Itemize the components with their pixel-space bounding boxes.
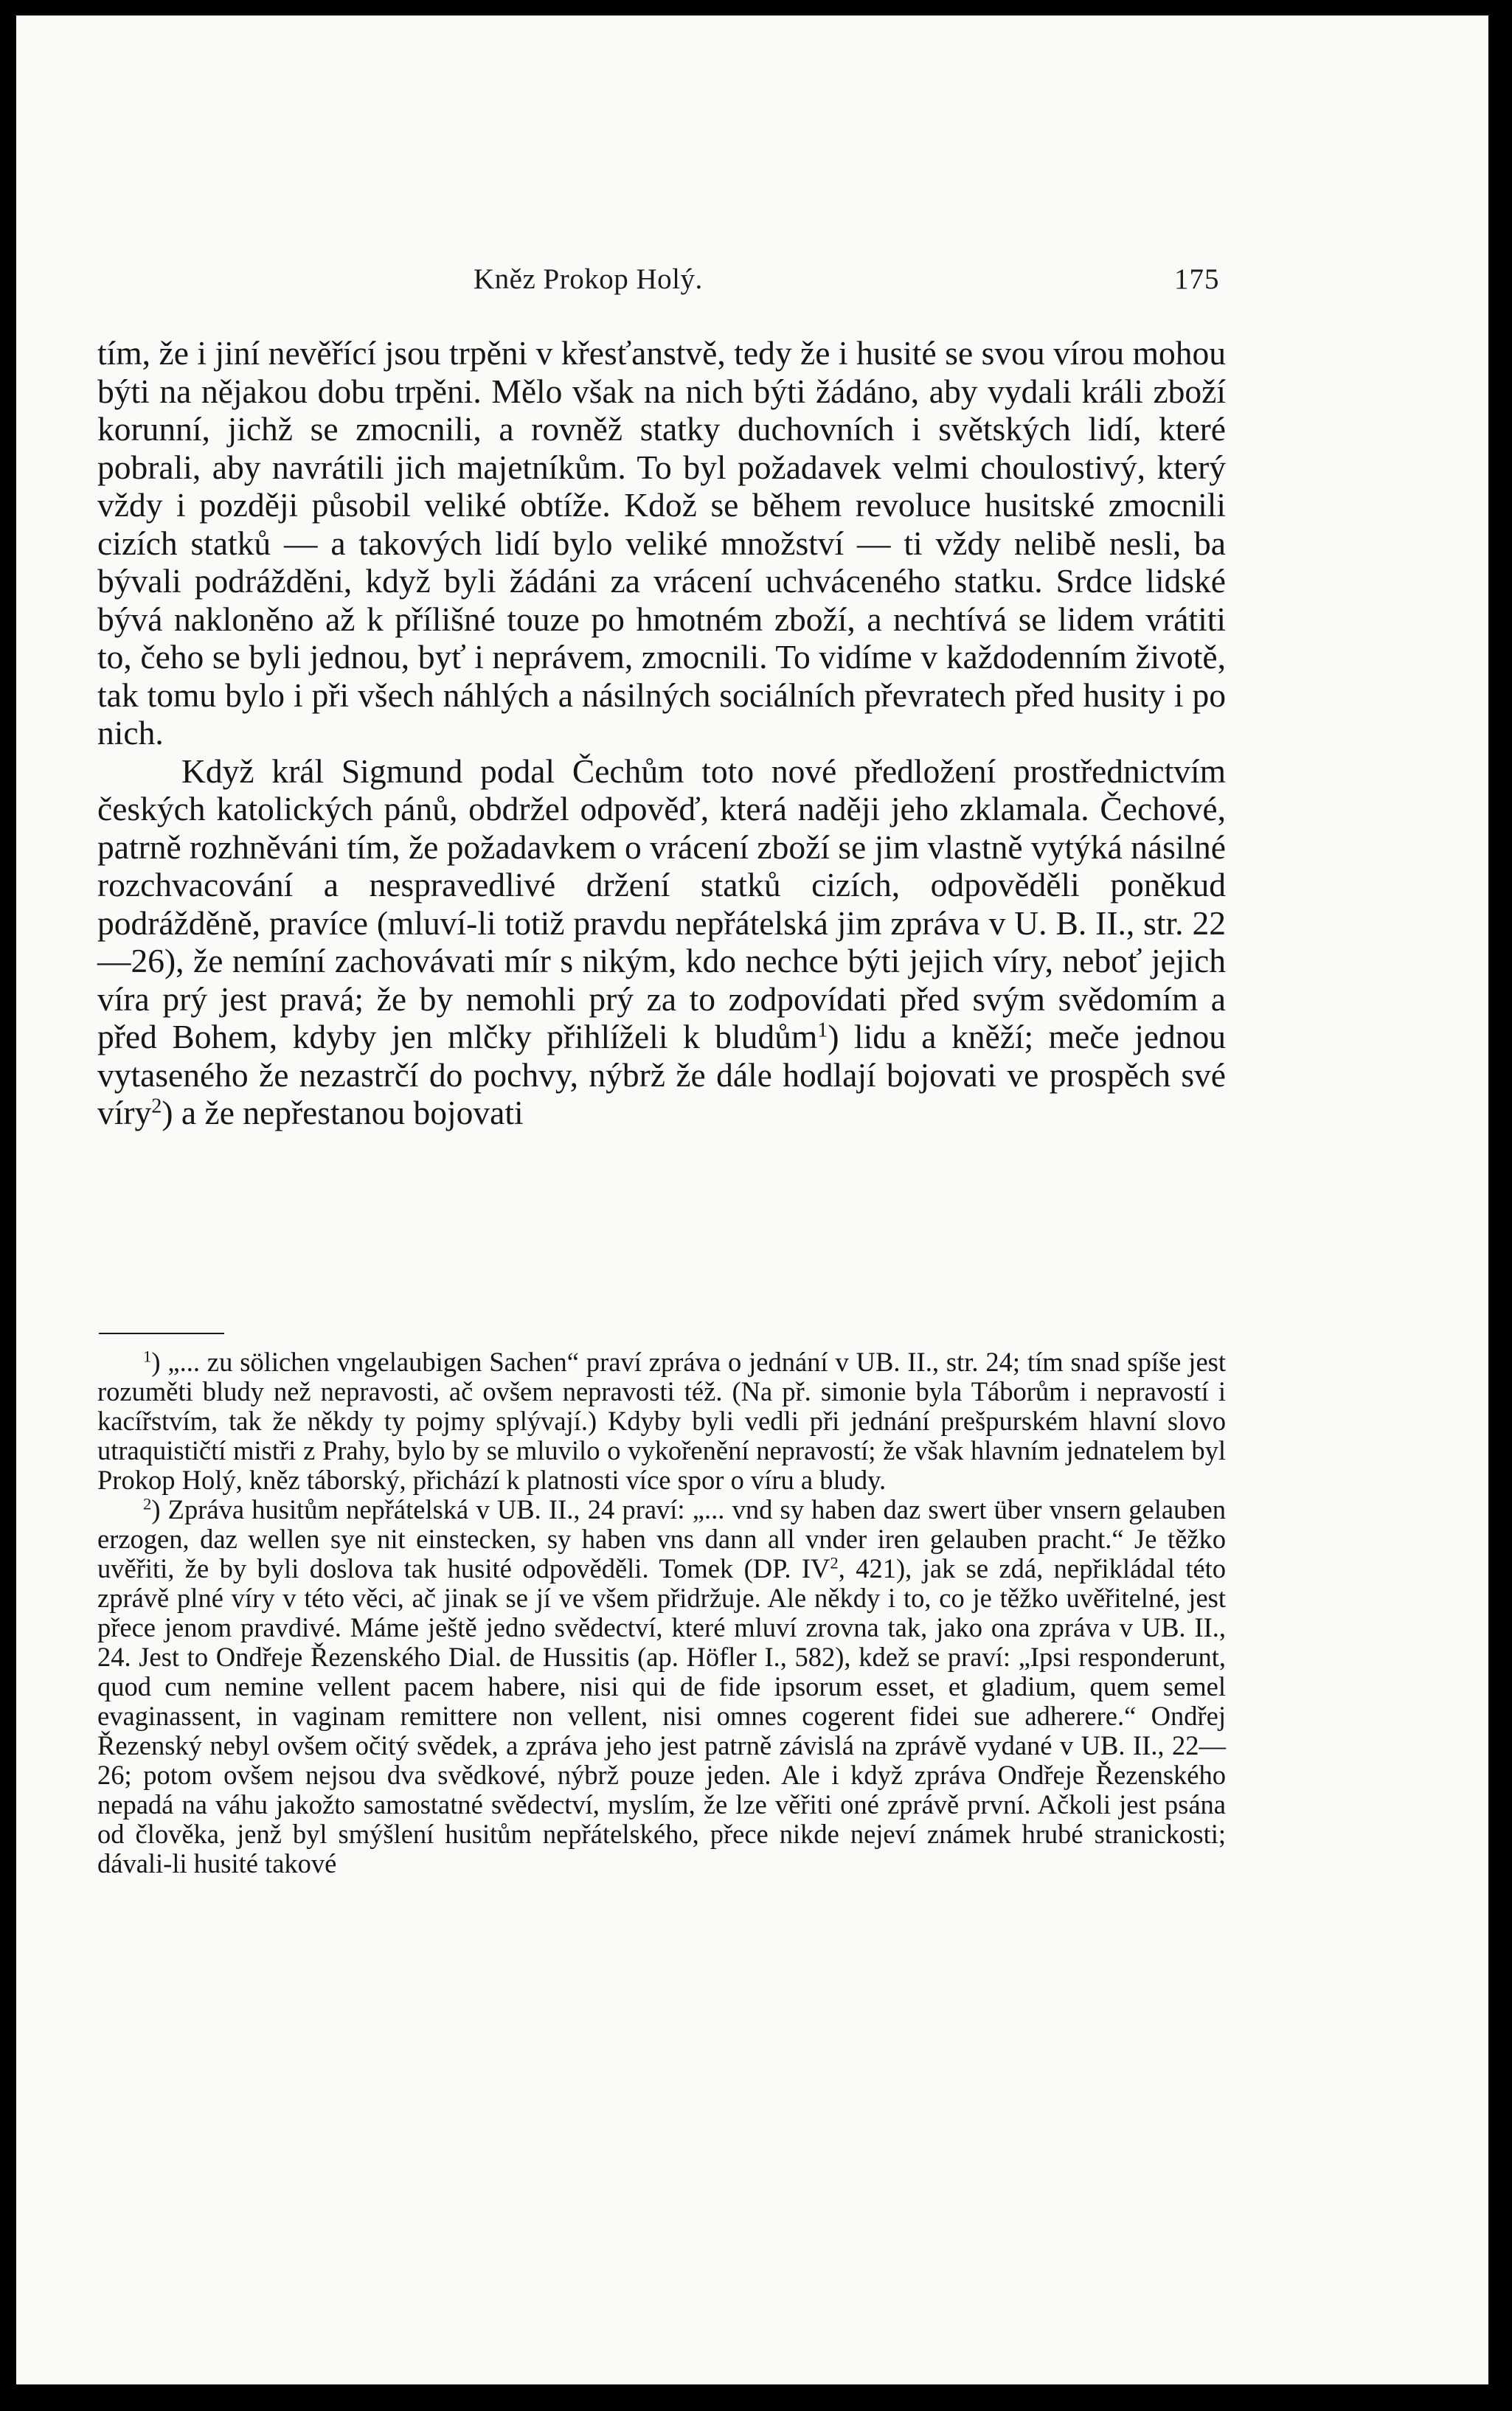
footnotes [97, 1347, 1226, 1879]
footnote-2-text-a: ) Zpráva husitům nepřátelská v UB. II., 24 praví: „... vnd sy haben daz swert über vnsern gelauben erzogen, daz wellen sye nit einstecken, sy haben vns dann all vnder iren gelauben pracht.“ Je těžko uvěřiti, že by byli doslova tak husité odpověděli. Tomek (DP. IV [97, 1494, 1226, 1583]
footnote-ref-2: 2 [151, 1095, 162, 1118]
footnote-ref-1: 1 [817, 1019, 828, 1042]
paragraph-2 [97, 752, 1226, 1132]
paragraph-2-text-b: ) lidu a kněží; meče jednou vytaseného že nezastrčí do pochvy, nýbrž že dále hodlají bojovati ve prospěch své víry [97, 1018, 1226, 1131]
footnote-1 [97, 1347, 1226, 1495]
footnote-2-mark: 2 [143, 1494, 152, 1513]
footnote-2-superscript: 2 [830, 1553, 839, 1572]
paragraph-1: tím, že i jiní nevěřící jsou trpěni v křesťanstvě, tedy že i husité se svou vírou mohou býti na nějakou dobu trpěni. Mělo však na nich býti žádáno, aby vydali králi zboží korunní, jichž se zmocnili, a rovněž statky duchovních i světských lidí, které pobrali, aby navrátili jich majetníkům. To byl požadavek velmi choulostivý, který vždy i později působil veliké obtíže. Kdož se během revoluce husitské zmocnili cizích statků — a takových lidí bylo veliké množství — ti vždy nelibě nesli, ba bývali podrážděni, když byli žádáni za vrácení uchváceného statku. Srdce lidské bývá nakloněno až k přílišné touze po hmotném zboží, a nechtívá se lidem vrátiti to, čeho se byli jednou, byť i neprávem, zmocnili. To vidíme v každodenním životě, tak tomu bylo i při všech náhlých a násilných sociálních převratech před husity i po nich. [97, 334, 1226, 752]
main-text [97, 334, 1226, 1132]
page-number: 175 [1174, 263, 1220, 295]
footnote-2 [97, 1495, 1226, 1879]
book-page [16, 15, 1488, 2384]
paragraph-2-text-a: Když král Sigmund podal Čechům toto nové předložení prostřednictvím českých katolických pánů, obdržel odpověď, která naději jeho zklamala. Čechové, patrně rozhněváni tím, že požadavkem o vrácení zboží se jim vlastně vytýká násilné rozchvacování a nespravedlivé držení statků cizích, odpověděli poněkud podrážděně, pravíce (mluví-li totiž pravdu nepřátelská jim zpráva v U. B. II., str. 22—26), že nemíní zachovávati mír s nikým, kdo nechce býti jejich víry, neboť jejich víra prý jest pravá; že by nemohli prý za to zodpovídati před svým svědomím a před Bohem, kdyby jen mlčky přihlíželi k bludům [97, 752, 1227, 1055]
running-head-title: Kněz Prokop Holý. [474, 263, 703, 295]
footnote-1-text: ) „... zu sölichen vngelaubigen Sachen“ praví zpráva o jednání v UB. II., str. 24; tím snad spíše jest rozuměti bludy než nepravosti, ač ovšem nepravosti též. (Na př. simonie byla Táborům i nepravostí i kacířstvím, tak že někdy ty pojmy splývají.) Kdyby byli vedli při jednání prešpurském hlavní slovo utraquističtí mistři z Prahy, bylo by se mluvilo o vykořenění nepravostí; že však hlavním jednatelem byl Prokop Holý, kněz táborský, přichází k platnosti více spor o víru a bludy. [97, 1347, 1226, 1495]
footnote-separator [99, 1333, 224, 1334]
paragraph-2-text-c: ) a že nepřestanou bojovati [162, 1094, 524, 1131]
footnote-1-mark: 1 [143, 1347, 152, 1366]
footnote-2-text-b: , 421), jak se zdá, nepřikládal této zprávě plné víry v této věci, ač jinak se jí ve všem přidržuje. Ale někdy i to, co je těžko uvěřitelné, jest přece jenom pravdivé. Máme ještě jedno svědectví, které mluví zrovna tak, jako ona zpráva v UB. II., 24. Jest to Ondřeje Řezenského Dial. de Hussitis (ap. Höfler I., 582), kdež se praví: „Ipsi responderunt, quod cum nemine vellent pacem habere, nisi qui de fide ipsorum esset, et gladium, quem semel evaginassent, in vaginam remittere non vellent, nisi omnes cogerent fidei sue adherere.“ Ondřej Řezenský nebyl ovšem očitý svědek, a zpráva jeho jest patrně závislá na zprávě vydané v UB. II., 22—26; potom ovšem nejsou dva svědkové, nýbrž pouze jeden. Ale i když zpráva Ondřeje Řezenského nepadá na váhu jakožto samostatné svědectví, myslím, že lze věřiti oné zprávě první. Ačkoli jest psána od člověka, jenž byl smýšlení husitům nepřátelského, přece nikde nejeví známek hrubé stranickosti; dávali-li husité takové [97, 1553, 1226, 1879]
